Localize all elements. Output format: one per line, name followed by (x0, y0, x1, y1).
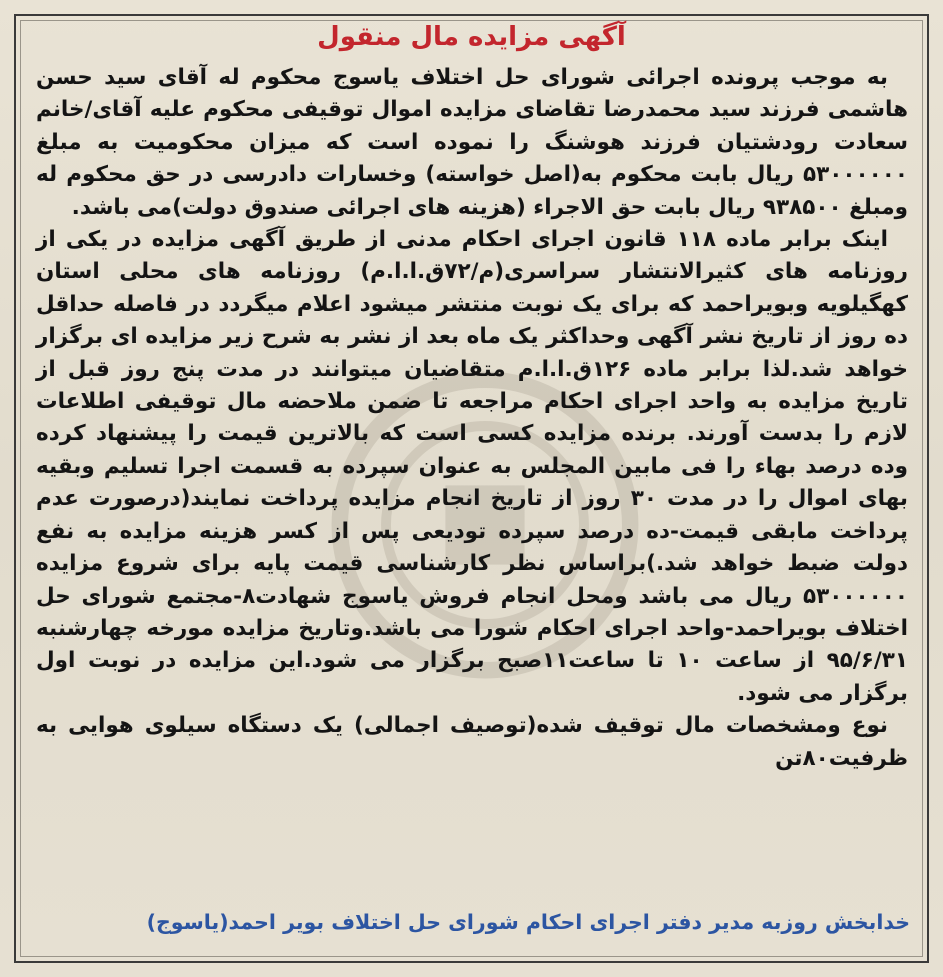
notice-title: آگهی مزایده مال منقول (317, 22, 626, 52)
paragraph-auction-terms: اینک برابر ماده ۱۱۸ قانون اجرای احکام مدنی از طریق آگهی مزایده در یکی از روزنامه های کثیرالانتشار سراسری(م/۷۲ق.ا.ا.م) روزنامه های محلی استان کهگیلویه وبویراحمد که برای یک نوبت منتشر میشود اعلام میگردد در فاصله حداقل ده روز از تاریخ نشر آگهی وحداکثر یک ماه بعد از نشر به شرح زیر مزایده ای برگزار خواهد شد.لذا برابر ماده ۱۲۶ق.ا.ا.م متقاضیان میتوانند در مدت پنج روز قبل از تاریخ مزایده به واحد اجرای احکام مراجعه تا ضمن ملاحضه مال توقیفی اطلاعات لازم را بدست آورند. برنده مزایده کسی است که بالاترین قیمت را پیشنهاد کرده وده درصد بهاء را فی مابین المجلس به عنوان سپرده به قسمت اجرا تسلیم وبقیه بهای اموال را در مدت ۳۰ روز از تاریخ انجام مزایده پرداخت نمایند(درصورت عدم پرداخت مابقی قیمت-ده درصد سپرده تودیعی پس از کسر هزینه مزایده به نفع دولت ضبط خواهد شد.)براساس نظر کارشناسی قیمت پایه برای شروع مزایده ۵۳۰۰۰۰۰۰ ریال می باشد ومحل انجام فروش یاسوج شهادت۸-مجتمع شورای حل اختلاف بویراحمد-واحد اجرای احکام شورا می باشد.وتاریخ مزایده مورخه چهارشنبه ۹۵/۶/۳۱ از ساعت ۱۰ تا ساعت۱۱صبح برگزار می شود.این مزایده در نوبت اول برگزار می شود. (36, 227, 909, 706)
notice-body (36, 62, 908, 775)
paragraph-seized-item: نوع ومشخصات مال توقیف شده(توصیف اجمالی) یک دستگاه سیلوی هوایی به ظرفیت۸۰تن (36, 713, 908, 771)
signature-line: خدابخش روزبه مدیر دفتر اجرای احکام شورای حل اختلاف بویر احمد(یاسوج) (146, 910, 910, 934)
paragraph-case-details: به موجب پرونده اجرائی شورای حل اختلاف یاسوج محکوم له آقای سید حسن هاشمی فرزند سید محمدرضا تقاضای مزایده اموال توقیفی محکوم علیه آقای/خانم سعادت رودشتیان فرزند هوشنگ را نموده است که میزان محکومیت به مبلغ ۵۳۰۰۰۰۰۰ ریال بابت محکوم به(اصل خواسته) وخسارات دادرسی در حق محکوم له ومبلغ ۹۳۸۵۰۰ ریال بابت حق الاجراء (هزینه های اجرائی صندوق دولت)می باشد. (36, 65, 908, 220)
